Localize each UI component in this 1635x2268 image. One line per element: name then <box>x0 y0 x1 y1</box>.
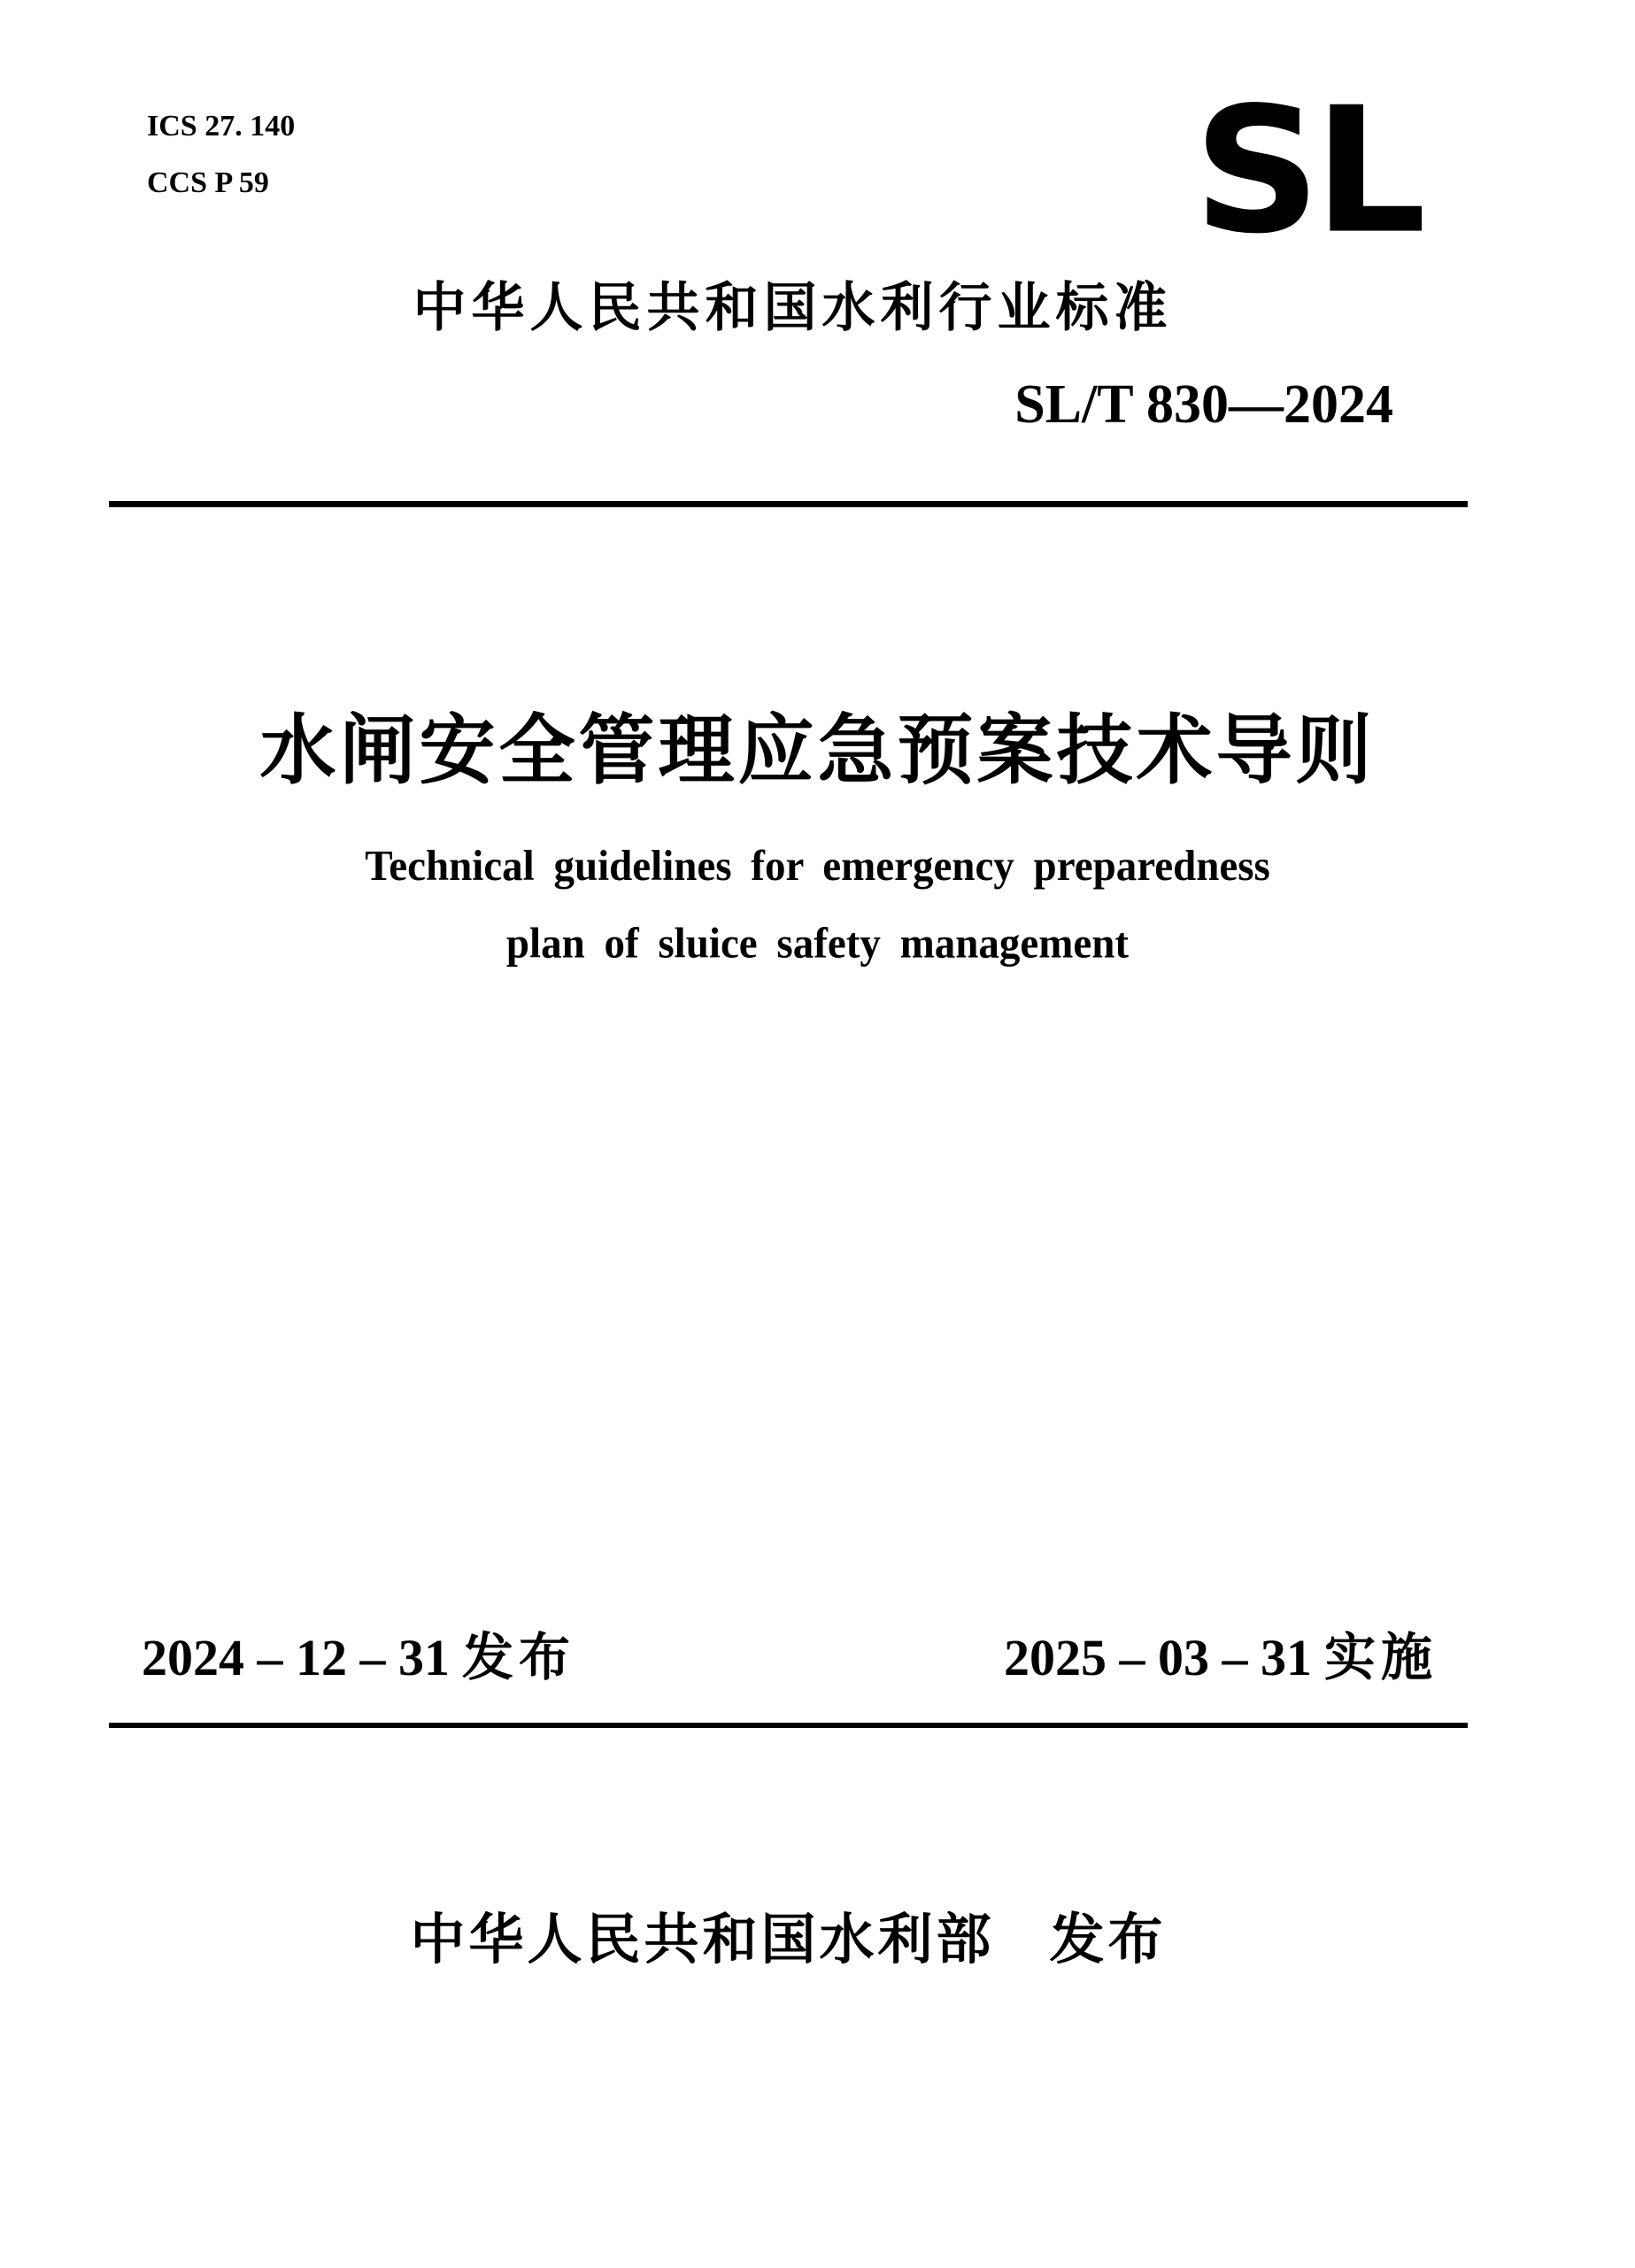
ccs-classification-code: CCS P 59 <box>147 166 269 199</box>
document-title-english <box>0 828 1635 983</box>
publisher-line <box>109 1909 1468 1972</box>
ics-classification-code: ICS 27. 140 <box>147 110 296 143</box>
english-title-line-1: Technical guidelines for emergency preparedness <box>365 842 1270 891</box>
issue-date: 2024 – 12 – 31 <box>142 1629 450 1686</box>
implement-date-block <box>1004 1629 1438 1687</box>
series-title: 中华人民共和国水利行业标准 <box>413 278 1173 337</box>
issue-date-block <box>142 1629 575 1687</box>
issue-label: 发布 <box>462 1629 576 1686</box>
sl-standard-logo: SL <box>1193 70 1420 273</box>
publisher-name: 中华人民共和国水利部 <box>410 1909 995 1971</box>
english-title-line-2: plan of sluice safety management <box>505 919 1130 968</box>
implement-label: 实施 <box>1323 1629 1438 1686</box>
publisher-issue-label: 发布 <box>1049 1909 1167 1971</box>
bottom-horizontal-rule <box>109 1723 1468 1728</box>
implement-date: 2025 – 03 – 31 <box>1003 1629 1312 1686</box>
document-title-chinese: 水闸安全管理应急预案技术导则 <box>259 708 1376 793</box>
top-horizontal-rule <box>109 501 1468 507</box>
standard-code: SL/T 830—2024 <box>1014 374 1393 435</box>
dates-row <box>142 1629 1438 1687</box>
